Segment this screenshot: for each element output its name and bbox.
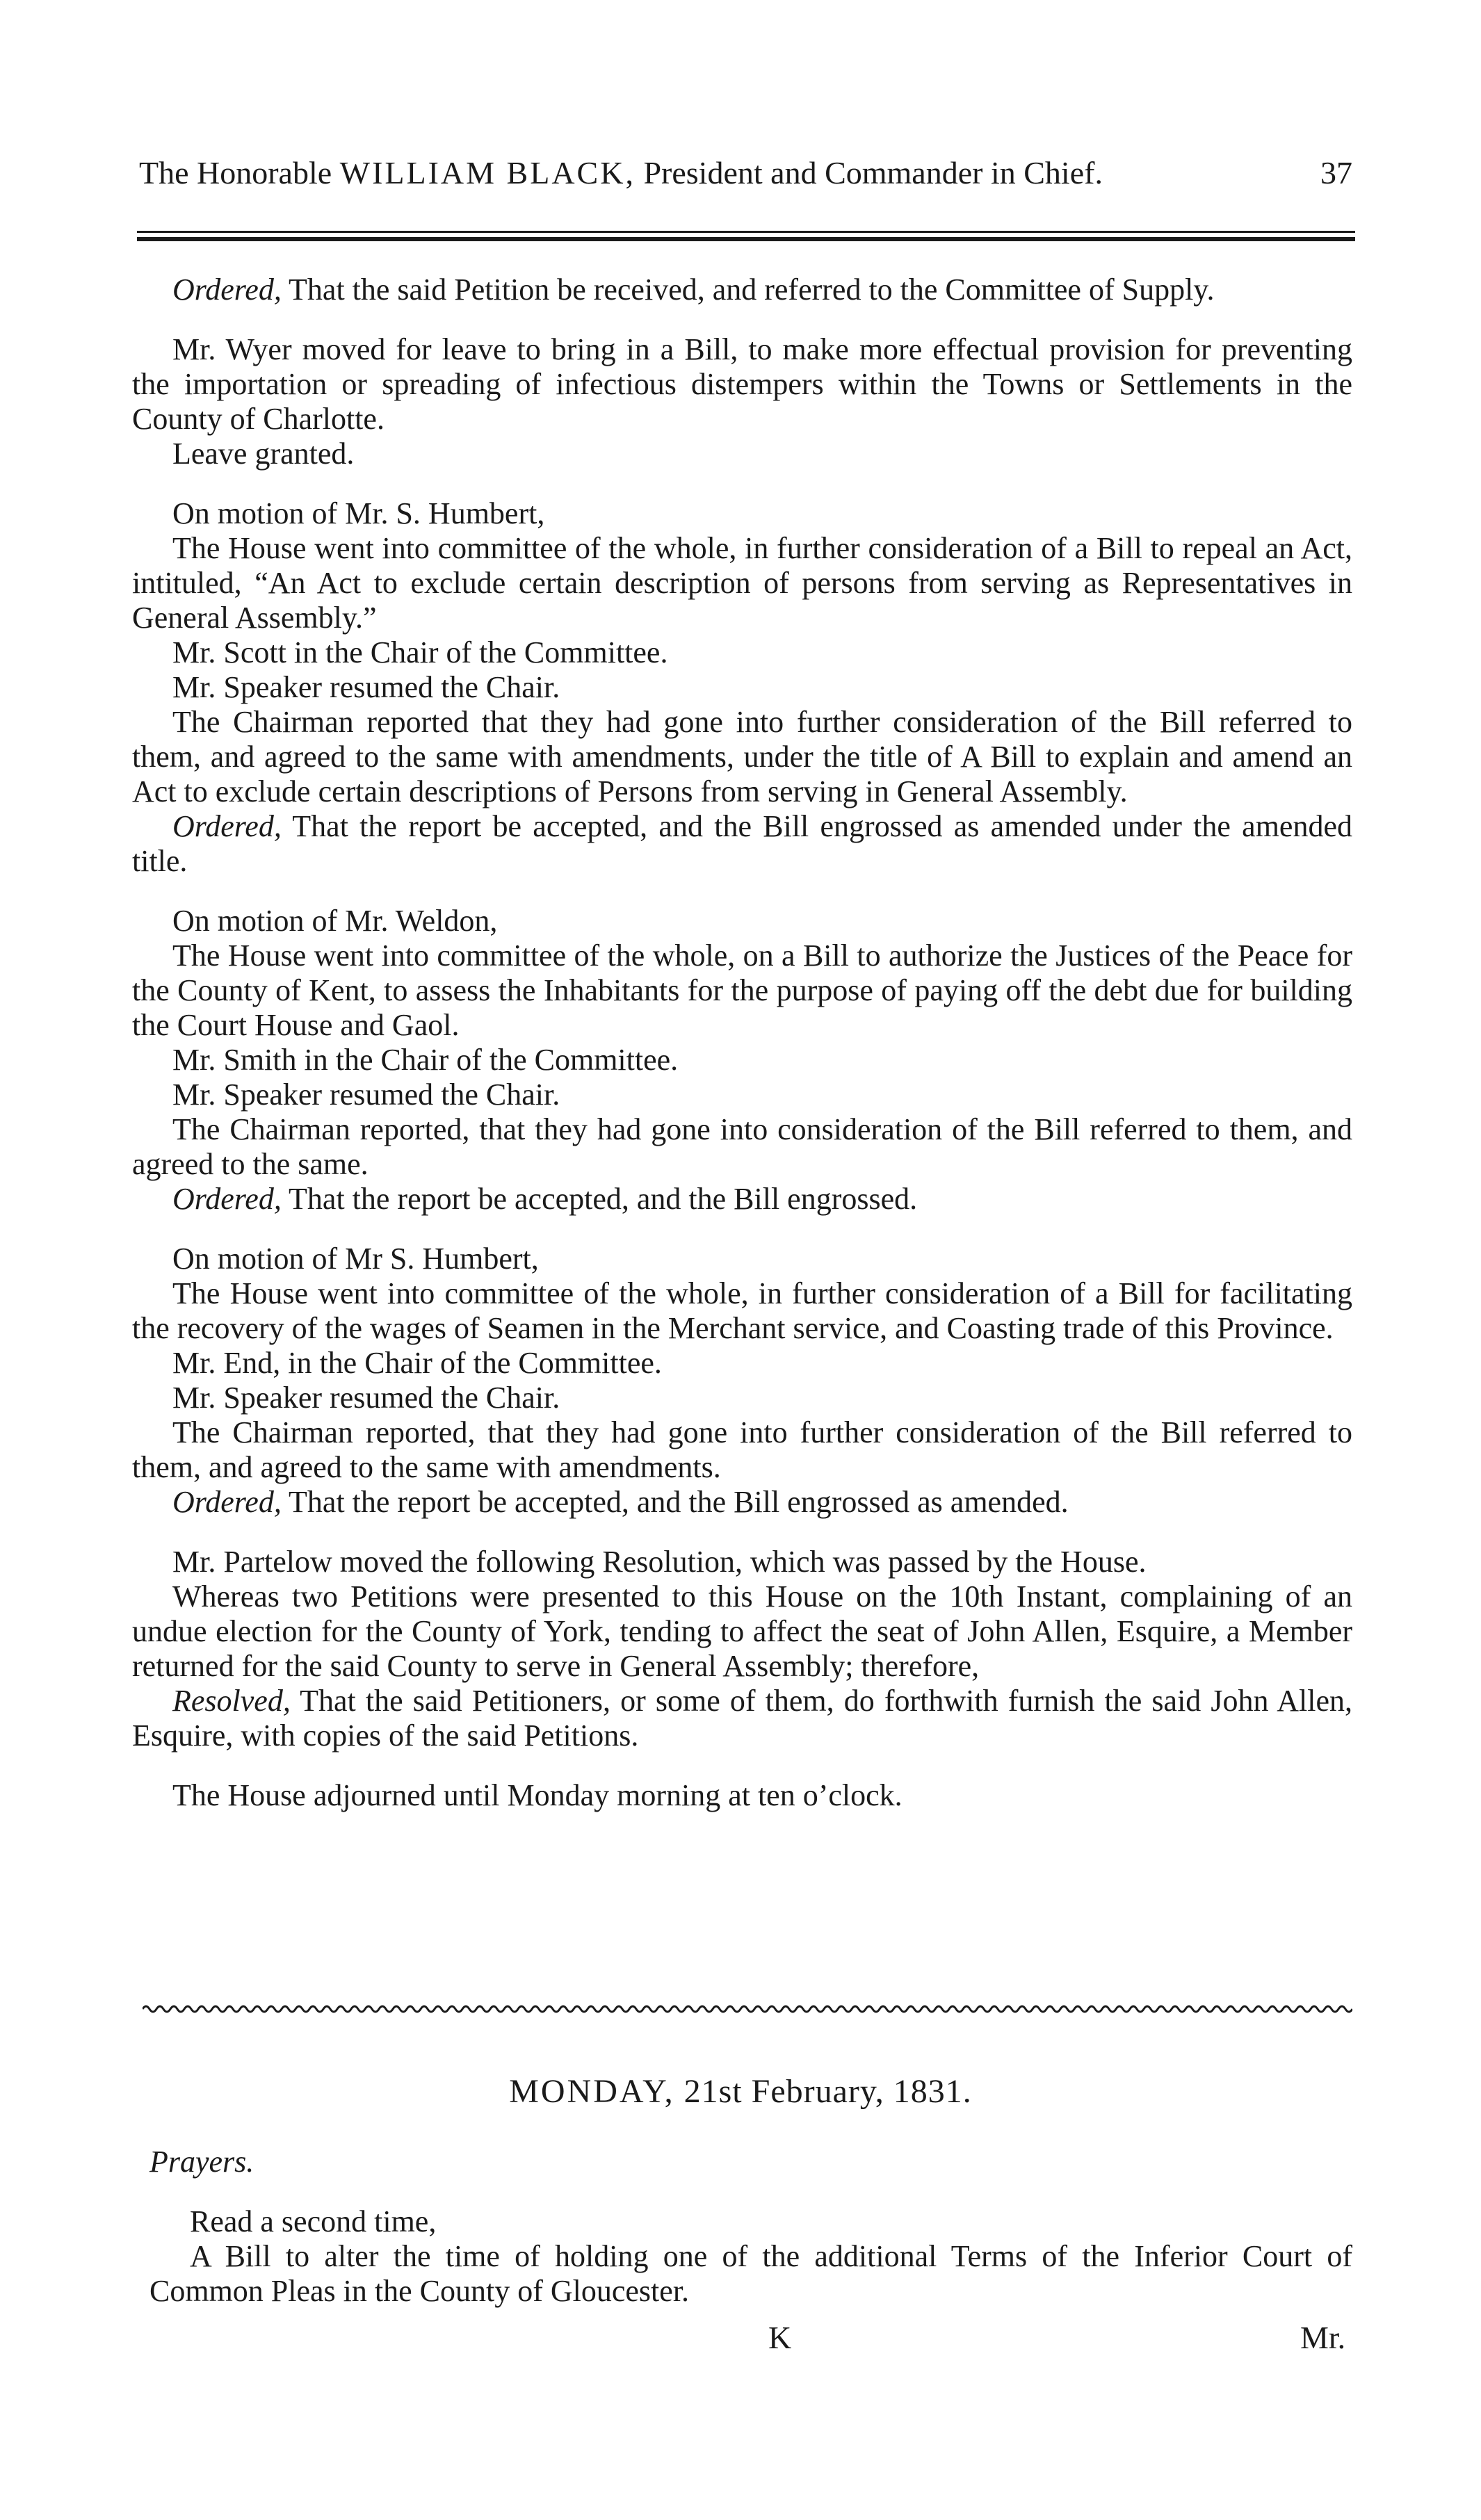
day-heading (0, 2074, 1481, 2109)
prayers-line: Prayers. (149, 2145, 254, 2179)
journal-paragraph (132, 670, 1352, 705)
paragraph-text: Leave granted. (172, 437, 355, 471)
journal-paragraph (132, 273, 1352, 307)
paragraph-text: On motion of Mr. Weldon, (172, 904, 498, 938)
italic-lead: Resolved, (172, 1684, 291, 1718)
paragraph-text: The House went into committee of the whole, on a Bill to authorize the Justices of the Peace for the County of Kent, to assess the Inhabitants for the purpose of paying off the debt due for building the Court House and Gaol. (132, 938, 1352, 1042)
journal-paragraph (132, 1043, 1352, 1078)
journal-paragraph (132, 1579, 1352, 1684)
paragraph-text: The House went into committee of the whole, in further consideration of a Bill to repeal an Act, intituled, “An Act to exclude certain description of persons from serving as Representatives in General Assembly.” (132, 531, 1352, 635)
header-prefix: The Honorable (139, 155, 332, 190)
journal-paragraph (132, 1078, 1352, 1112)
journal-body (132, 273, 1352, 1813)
journal-paragraph (132, 635, 1352, 670)
header-rule-thin (137, 231, 1355, 233)
journal-paragraph (132, 531, 1352, 635)
day-date: 21st February, 1831. (683, 2073, 972, 2110)
italic-lead: Ordered, (172, 1485, 282, 1519)
paragraph-text: That the report be accepted, and the Bill engrossed as amended. (281, 1485, 1069, 1519)
paragraph-text: That the report be accepted, and the Bill engrossed. (281, 1182, 918, 1216)
read-line: Read a second time, (190, 2204, 437, 2238)
paragraph-text: That the said Petitioners, or some of them, do forthwith furnish the said John Allen, Esquire, with copies of the said Petitions. (132, 1684, 1352, 1753)
page-number: 37 (1320, 155, 1352, 190)
journal-paragraph (132, 1415, 1352, 1485)
running-header (139, 156, 1352, 190)
paragraph-text: Mr. Speaker resumed the Chair. (172, 1381, 560, 1415)
journal-paragraph (132, 938, 1352, 1043)
paragraph-text: On motion of Mr. S. Humbert, (172, 496, 545, 530)
italic-lead: Ordered, (172, 809, 282, 843)
signature-mark: K (768, 2320, 792, 2355)
paragraph-text: The Chairman reported that they had gone into further consideration of the Bill referred to them, and agreed to the same with amendments, under the title of A Bill to explain and amend an Act to exclude certain descriptions of Persons from serving in General Assembly. (132, 705, 1352, 808)
paragraph-text: That the report be accepted, and the Bill engrossed as amended under the amended title. (132, 809, 1352, 878)
paragraph-text: On motion of Mr S. Humbert, (172, 1242, 539, 1276)
header-suffix: President and Commander in Chief. (643, 155, 1103, 190)
journal-paragraph (132, 1242, 1352, 1276)
section-divider (143, 2002, 1352, 2016)
journal-paragraph (132, 1778, 1352, 1813)
paragraph-text: Whereas two Petitions were presented to this House on the 10th Instant, complaining of an undue election for the County of York, tending to affect the seat of John Allen, Esquire, a Member returned for the said County to serve in General Assembly; therefore, (132, 1579, 1352, 1683)
journal-paragraph (132, 705, 1352, 809)
italic-lead: Ordered, (172, 1182, 282, 1216)
journal-paragraph (132, 437, 1352, 471)
italic-lead: Ordered, (172, 273, 282, 307)
journal-paragraph (132, 1381, 1352, 1415)
page-footer (0, 2320, 1481, 2362)
bill-line: A Bill to alter the time of holding one of the additional Terms of the Inferior Court of Common Pleas in the County of Gloucester. (149, 2239, 1352, 2308)
header-name: WILLIAM BLACK, (339, 155, 636, 190)
header-rule-thick (137, 237, 1355, 241)
paragraph-text: Mr. End, in the Chair of the Committee. (172, 1346, 662, 1380)
day-name: MONDAY, (509, 2073, 675, 2110)
header-title (139, 156, 1103, 190)
day-body (149, 2145, 1352, 2309)
journal-paragraph (132, 809, 1352, 879)
catchword: Mr. (1300, 2320, 1346, 2355)
journal-paragraph (132, 1346, 1352, 1381)
paragraph-text: Mr. Scott in the Chair of the Committee. (172, 635, 668, 669)
paragraph-text: The Chairman reported, that they had gone into further consideration of the Bill referred to them, and agreed to the same with amendments. (132, 1415, 1352, 1484)
paragraph-text: Mr. Smith in the Chair of the Committee. (172, 1043, 679, 1077)
journal-paragraph (132, 904, 1352, 938)
paragraph-text: That the said Petition be received, and referred to the Committee of Supply. (281, 273, 1215, 307)
journal-paragraph (132, 332, 1352, 437)
journal-paragraph (132, 496, 1352, 531)
journal-paragraph (132, 1485, 1352, 1520)
paragraph-text: Mr. Speaker resumed the Chair. (172, 670, 560, 704)
journal-paragraph (132, 1182, 1352, 1217)
paragraph-text: The Chairman reported, that they had gone into consideration of the Bill referred to them, and agreed to the same. (132, 1112, 1352, 1181)
paragraph-text: Mr. Speaker resumed the Chair. (172, 1078, 560, 1112)
journal-paragraph (132, 1684, 1352, 1753)
paragraph-text: The House went into committee of the whole, in further consideration of a Bill for facilitating the recovery of the wages of Seamen in the Merchant service, and Coasting trade of this Province. (132, 1276, 1352, 1345)
paragraph-text: Mr. Wyer moved for leave to bring in a Bill, to make more effectual provision for preventing the importation or spreading of infectious distempers within the Towns or Settlements in the County of Charlotte. (132, 332, 1352, 436)
paragraph-text: The House adjourned until Monday morning at ten o’clock. (172, 1778, 903, 1812)
journal-paragraph (132, 1276, 1352, 1346)
paragraph-text: Mr. Partelow moved the following Resolution, which was passed by the House. (172, 1545, 1147, 1579)
journal-paragraph (132, 1112, 1352, 1182)
journal-paragraph (132, 1545, 1352, 1579)
